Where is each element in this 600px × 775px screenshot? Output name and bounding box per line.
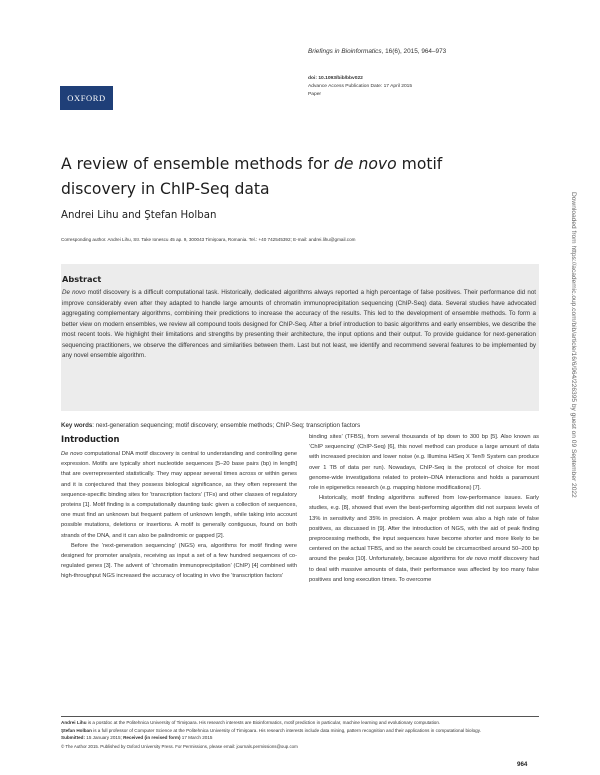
abstract-heading: Abstract <box>62 274 102 284</box>
submission-dates: Submitted: 15 January 2015; Received (in revised form) 17 March 2015 <box>61 735 213 741</box>
article-title: A review of ensemble methods for de novo motif discovery in ChIP-Seq data <box>61 155 443 198</box>
doi: doi: 10.1093/bib/bbv022 <box>308 76 363 81</box>
logo-text: OXFORD <box>67 93 106 103</box>
journal-name: Briefings in Bioinformatics <box>308 48 382 55</box>
journal-citation <box>308 48 446 55</box>
page-number: 964 <box>517 761 528 768</box>
intro-paragraph-1: De novo computational DNA motif discovery is central to understanding and controlling gene expression. Motifs are typically short nucleotide sequences [5–20 base pairs (bp) in length] that are overrepresented statistically. They may appear several times across or within genes and it is conjectured that they possess biological significance, as they often represent the sequence-specific binding sites for ‘transcription factors’ (TFs) and other classes of regulatory proteins [1]. Motif finding is a computationally daunting task: given a collection of sequences, one must find an unknown but frequent pattern of unknown length, while taking into account possible mutations, deletions or insertions. A motif is generally contiguous, found on both strands of the DNA, and it can also be palindromic or gapped [2]. <box>61 451 297 539</box>
keywords: Key words: next-generation sequencing; motif discovery; ensemble methods; ChIP-Seq; transcription factors <box>61 422 361 429</box>
footnote-author-1: Andrei Lihu is a postdoc at the Politehnica University of Timişoara. His research interests are Bioinformatics, motif prediction in particular, machine learning and evolutionary computation. <box>61 720 441 725</box>
body-column-left <box>61 449 297 582</box>
corresponding-author: Corresponding author. Andrei Lihu, Str. Take Ionescu 45 ap. 9, 300043 Timişoara, Romania. Tel.: +40 742545392; E-mail: andrei.lihu@gmail.com <box>61 237 356 242</box>
intro-paragraph-3: binding sites’ (TFBS), from several thousands of bp down to 300 bp [5]. Also known as ‘ChIP sequencing’ (ChIP-Seq) [6], this novel method can produce a large amount of data with increased precision and lower noise (e.g. Illumina HiSeq X Ten® System can produce over 1 TB of data per run). Nowadays, ChIP-Seq is the protocol of choice for most genome-wide investigations related to protein–DNA interactions and holds a paramount role in epigenetics research (e.g. mapping histone modifications) [7]. <box>309 434 539 492</box>
intro-paragraph-4: Historically, motif finding algorithms suffered from low-performance issues. Early studies, e.g. [8], showed that even the best-performing algorithm did not surpass levels of 13% in sensitivity and 35% in precision. A major problem was also a high rate of false positives, as discussed in [9]. After the introduction of NGS, with the aid of peak finding preprocessing methods, the input sequences have become shorter and more likely to be centered on the actual TFBS, and so the search could be circumscribed around 50–200 bp around the peaks [10]. Unfortunately, because algorithms for de novo motif discovery had to deal with massive amounts of data, their performance was affected by too many false positives and long execution times. To overcome <box>309 495 539 583</box>
footnotes <box>61 719 539 750</box>
citation-details: , 16(6), 2015, 964–973 <box>381 48 447 55</box>
intro-paragraph-2: Before the ‘next-generation sequencing’ (NGS) era, algorithms for motif finding were designed for promoter analysis, receiving as input a set of a few hundred sequences of co-regulated genes [3]. The advent of ‘chromatin immunoprecipitation’ (ChIP) [4] combined with high-throughput NGS increased the accuracy of locating in vivo the ‘transcription factors’ <box>61 542 297 580</box>
authors: Andrei Lihu and Ştefan Holban <box>61 210 217 221</box>
oxford-logo <box>60 86 113 110</box>
body-column-right <box>309 432 539 585</box>
copyright-notice: © The Author 2015. Published by Oxford University Press. For Permissions, please email: journals.permissions@oup.com <box>61 743 298 749</box>
abstract-box <box>61 264 539 411</box>
introduction-heading: Introduction <box>61 434 120 444</box>
download-watermark: Downloaded from https://academic.oup.com/bib/article/16/6/964/226395 by guest on 09 September 2022 <box>570 192 577 498</box>
footnote-divider <box>61 716 539 717</box>
abstract-text: De novo motif discovery is a difficult computational task. Historically, dedicated algorithms always reported a high percentage of false positives. Their performance did not improve considerably even after they adapted to handle large amounts of chromatin immunoprecipitation sequencing (ChIP-Seq) data. Several studies have advocated aggregating complementary algorithms, combining their predictions to increase the accuracy of the results. This led to the development of ensemble methods. To form a better view on modern ensembles, we review all compound tools designed for ChIP-Seq. After a brief introduction to basic algorithms and early ensembles, we describe the most recent tools. We highlight their limitations and strengths by presenting their architecture, the input options and their output. To provide guidance for next-generation sequencing practitioners, we observe the differences and similarities between them. Last but not least, we identify and recommend several features to be implemented by any novel ensemble algorithm. <box>62 289 536 360</box>
access-date: Advance Access Publication Date: 17 April 2015 <box>308 84 413 89</box>
article-type: Paper <box>308 92 322 97</box>
footnote-author-2: Ştefan Holban is a full professor of Computer Science at the Politehnica University of Timişoara. His research interests include data mining, pattern recognition and their applications in computational biology. <box>61 727 481 733</box>
article-meta <box>308 75 412 99</box>
